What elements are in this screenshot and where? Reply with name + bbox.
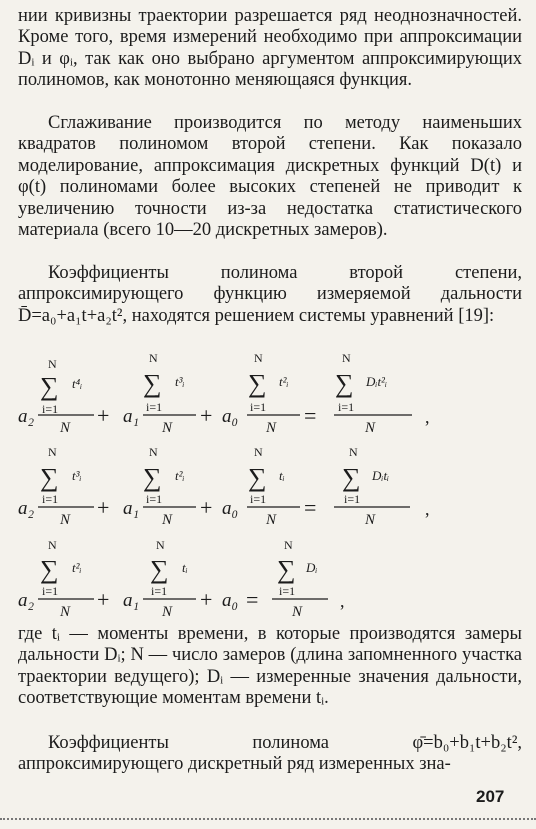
- equals-sign: =: [246, 587, 259, 612]
- equation-row-2: [18, 445, 430, 528]
- upper-limit: N: [48, 357, 57, 371]
- lower-limit: i=1: [146, 492, 163, 506]
- denominator: N: [60, 604, 71, 620]
- numerator: t²ᵢ: [72, 560, 82, 575]
- sum-symbol: ∑: [40, 372, 59, 401]
- upper-limit: N: [48, 538, 57, 552]
- upper-limit: N: [149, 445, 158, 459]
- plus-sign: +: [97, 495, 110, 520]
- denominator: N: [292, 604, 303, 620]
- equation-row-3: [18, 538, 345, 620]
- sum-symbol: ∑: [150, 555, 169, 584]
- denominator: N: [162, 512, 173, 528]
- denominator: N: [266, 420, 277, 436]
- lower-limit: i=1: [151, 584, 168, 598]
- sum-symbol: ∑: [40, 555, 59, 584]
- coefficient: a₀: [222, 406, 239, 427]
- lower-limit: i=1: [338, 400, 355, 414]
- coefficient: a₁: [123, 498, 140, 519]
- upper-limit: N: [48, 445, 57, 459]
- lower-limit: i=1: [42, 584, 59, 598]
- comma: ,: [425, 407, 430, 427]
- numerator: tᵢ: [182, 560, 188, 575]
- upper-limit: N: [254, 351, 263, 365]
- sum-symbol: ∑: [277, 555, 296, 584]
- coefficient: a₀: [222, 590, 239, 611]
- plus-sign: +: [200, 587, 213, 612]
- numerator: Dᵢtᵢ: [372, 468, 390, 483]
- equals-sign: =: [304, 495, 317, 520]
- comma: ,: [425, 499, 430, 519]
- page-edge-divider: [0, 818, 536, 826]
- plus-sign: +: [200, 403, 213, 428]
- lower-limit: i=1: [42, 402, 59, 416]
- plus-sign: +: [97, 587, 110, 612]
- comma: ,: [340, 591, 345, 611]
- lower-limit: i=1: [146, 400, 163, 414]
- sum-symbol: ∑: [143, 463, 162, 492]
- paragraph-1: нии кривизны траектории разрешается ряд неоднозначностей. Кроме того, время измерений необходимо при аппроксимации Dᵢ и φᵢ, так как оно выбрано аргументом аппроксимирующих полиномов, как монотонно меняющаяся функция.: [18, 6, 522, 91]
- coefficient: a₂: [18, 406, 35, 427]
- upper-limit: N: [149, 351, 158, 365]
- coefficient: a₂: [18, 498, 35, 519]
- denominator: N: [365, 512, 376, 528]
- sum-symbol: ∑: [335, 369, 354, 398]
- plus-sign: +: [200, 495, 213, 520]
- coefficient: a₁: [123, 590, 140, 611]
- numerator: Dᵢ: [306, 560, 318, 575]
- paragraph-5: Коэффициенты полинома φ̄=b₀+b₁t+b₂t², аппроксимирующего дискретный ряд измеренных зна-: [18, 733, 522, 775]
- lower-limit: i=1: [279, 584, 296, 598]
- sum-symbol: ∑: [40, 463, 59, 492]
- upper-limit: N: [284, 538, 293, 552]
- equation-row-1: [18, 351, 430, 436]
- paragraph-2: Сглаживание производится по методу наименьших квадратов полиномом второй степени. Как показало моделирование, аппроксимация дискретных функций D(t) и φ(t) полиномами более высоких степеней не приводит к увеличению точности из-за недостатка статистического материала (всего 10—20 дискретных замеров).: [18, 113, 522, 241]
- denominator: N: [162, 420, 173, 436]
- coefficient: a₁: [123, 406, 140, 427]
- numerator: Dᵢt²ᵢ: [366, 374, 388, 389]
- sum-symbol: ∑: [248, 463, 267, 492]
- numerator: t³ᵢ: [175, 374, 185, 389]
- denominator: N: [162, 604, 173, 620]
- upper-limit: N: [349, 445, 358, 459]
- lower-limit: i=1: [250, 400, 267, 414]
- numerator: t²ᵢ: [279, 374, 289, 389]
- denominator: N: [266, 512, 277, 528]
- numerator: t⁴ᵢ: [72, 376, 83, 391]
- sum-symbol: ∑: [143, 369, 162, 398]
- upper-limit: N: [156, 538, 165, 552]
- denominator: N: [60, 420, 71, 436]
- lower-limit: i=1: [250, 492, 267, 506]
- equals-sign: =: [304, 403, 317, 428]
- denominator: N: [60, 512, 71, 528]
- paragraph-3: Коэффициенты полинома второй степени, аппроксимирующего функцию измеряемой дальности D̄=a₀+a₁t+a₂t², находятся решением системы уравнений [19]:: [18, 263, 522, 326]
- page-number: 207: [476, 787, 505, 806]
- coefficient: a₂: [18, 590, 35, 611]
- plus-sign: +: [97, 403, 110, 428]
- upper-limit: N: [254, 445, 263, 459]
- coefficient: a₀: [222, 498, 239, 519]
- upper-limit: N: [342, 351, 351, 365]
- lower-limit: i=1: [42, 492, 59, 506]
- denominator: N: [365, 420, 376, 436]
- sum-symbol: ∑: [248, 369, 267, 398]
- lower-limit: i=1: [344, 492, 361, 506]
- paragraph-4: где tᵢ — моменты времени, в которые производятся замеры дальности Dᵢ; N — число замеров (длина запомненного участка траектории ведущего); Dᵢ — измеренные значения дальности, соответствующие моментам времени tᵢ.: [18, 624, 522, 709]
- numerator: t²ᵢ: [175, 468, 185, 483]
- numerator: tᵢ: [279, 468, 285, 483]
- sum-symbol: ∑: [342, 463, 361, 492]
- numerator: t³ᵢ: [72, 468, 82, 483]
